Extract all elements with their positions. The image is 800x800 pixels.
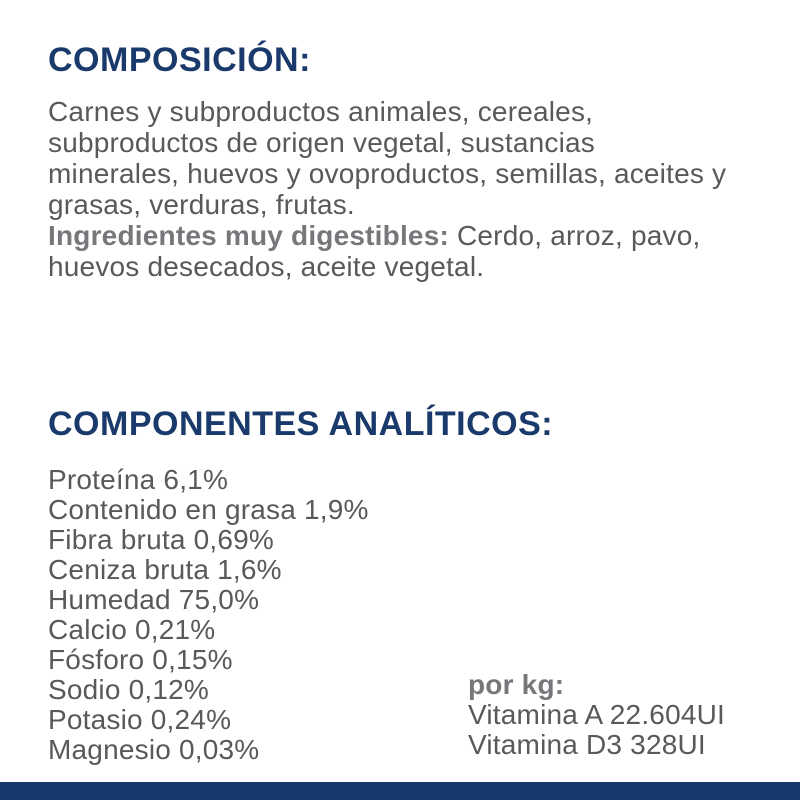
bottom-accent-bar bbox=[0, 782, 800, 800]
composition-body bbox=[48, 96, 730, 282]
digestibles-paragraph bbox=[48, 220, 730, 282]
composition-heading: COMPOSICIÓN: bbox=[48, 41, 311, 79]
per-kg-vitamin-d3: Vitamina D3 328UI bbox=[468, 729, 706, 760]
analytical-item-fibre: Fibra bruta 0,69% bbox=[48, 524, 274, 555]
digestibles-text: Cerdo, arroz, pavo, huevos desecados, aceite vegetal. bbox=[48, 220, 701, 282]
analytical-heading: COMPONENTES ANALÍTICOS: bbox=[48, 405, 554, 443]
analytical-item-potassium: Potasio 0,24% bbox=[48, 704, 232, 735]
per-kg-vitamin-a: Vitamina A 22.604UI bbox=[468, 699, 726, 730]
analytical-item-protein: Proteína 6,1% bbox=[48, 464, 229, 495]
analytical-item-moisture: Humedad 75,0% bbox=[48, 584, 260, 615]
analytical-item-fat: Contenido en grasa 1,9% bbox=[48, 494, 369, 525]
composition-paragraph bbox=[48, 96, 730, 220]
analytical-item-ash: Ceniza bruta 1,6% bbox=[48, 554, 282, 585]
per-kg-block bbox=[468, 670, 725, 760]
analytical-list bbox=[48, 465, 369, 765]
per-kg-label: por kg: bbox=[468, 669, 565, 700]
analytical-item-calcium: Calcio 0,21% bbox=[48, 614, 216, 645]
analytical-item-sodium: Sodio 0,12% bbox=[48, 674, 209, 705]
analytical-item-phosphorus: Fósforo 0,15% bbox=[48, 644, 233, 675]
digestibles-label: Ingredientes muy digestibles: bbox=[48, 220, 449, 251]
composition-ingredients-text: Carnes y subproductos animales, cereales, subproductos de origen vegetal, sustancias minerales, huevos y ovoproductos, semillas, aceites y grasas, verduras, frutas. bbox=[48, 96, 727, 220]
analytical-item-magnesium: Magnesio 0,03% bbox=[48, 734, 260, 765]
